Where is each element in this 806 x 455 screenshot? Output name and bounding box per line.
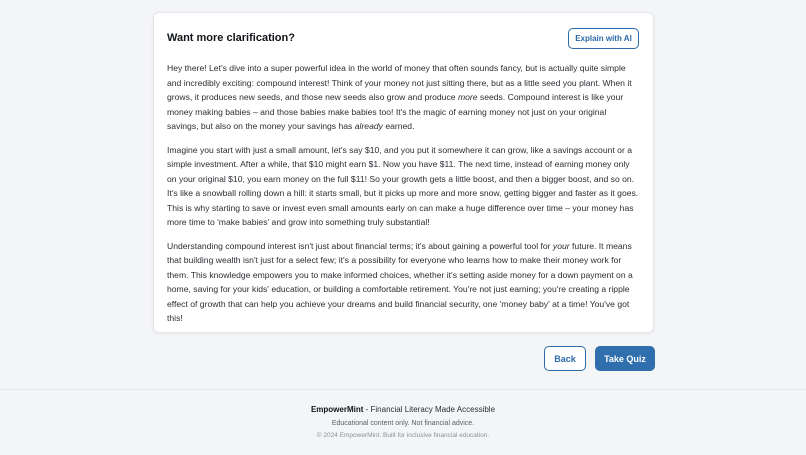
paragraph-1-emphasis-more: more xyxy=(457,92,478,102)
card-header xyxy=(167,27,639,49)
footer-disclaimer: Educational content only. Not financial advice. xyxy=(331,420,475,427)
footer-tagline: - Financial Literacy Made Accessible xyxy=(363,405,496,414)
paragraph-3-emphasis-your: your xyxy=(552,240,570,251)
paragraph-1-text-b: seeds. Compound interest is like your money making babies – and those babies make babies too! It's the magic of earning money not just on your original savings, but also on the money your savings has xyxy=(167,92,624,131)
paragraph-2: Imagine you start with just a small amount, let's say $10, and you put it somewhere it can grow, like a savings account or a simple investment. After a while, that $10 might earn $1. Now you have $11. The next time, instead of earning money only on your original $10, you earn money on the full $11! So your growth gets a little boost, and then a bigger boost, and so on. It's like a snowball rolling down a hill: it starts small, but it picks up more and more snow, getting bigger and faster as it goes. This is why starting to save or invest even small amounts early on can make a huge difference over time – your money has more time to 'make babies' and grow into something truly substantial! xyxy=(167,144,639,227)
card-title: Want more clarification? xyxy=(167,32,295,44)
footer-brand-line xyxy=(0,405,806,414)
footer xyxy=(0,389,806,455)
clarification-card xyxy=(153,12,654,333)
take-quiz-button[interactable]: Take Quiz xyxy=(595,346,655,371)
paragraph-3-text-a: Understanding compound interest isn't just about financial terms; it's about gaining a powerful tool for xyxy=(167,240,553,251)
explain-with-ai-button[interactable]: Explain with AI xyxy=(568,28,639,49)
paragraph-1 xyxy=(167,61,639,134)
paragraph-1-text-a: Hey there! Let's dive into a super powerful idea in the world of money that often sounds fancy, but is actually quite simple and incredibly exciting: compound interest! Think of your money not just sitting there, but as a little seed you plant. When it grows, it produces new seeds, and those new seeds also grow and produce xyxy=(167,63,632,102)
back-button[interactable]: Back xyxy=(544,346,586,371)
paragraph-1-text-c: earned. xyxy=(382,121,415,131)
paragraph-1-emphasis-already: already xyxy=(354,121,383,131)
footer-copyright: © 2024 EmpowerMint. Built for inclusive financial education. xyxy=(316,432,490,439)
paragraph-3 xyxy=(167,239,639,326)
paragraph-3-text-b: future. It means that building wealth isn't just for a select few; it's a possibility for everyone who learns how to make their money work for them. This knowledge empowers you to make informed choices, whether it's setting aside money for a down payment on a home, saving for your kids' education, or building a comfortable retirement. You're not just earning; you're creating a ripple effect of growth that can help you achieve your dreams and build financial security, one 'money baby' at a time! You've got this! xyxy=(167,240,633,323)
footer-brand: EmpowerMint xyxy=(310,405,364,414)
action-buttons xyxy=(544,346,655,371)
